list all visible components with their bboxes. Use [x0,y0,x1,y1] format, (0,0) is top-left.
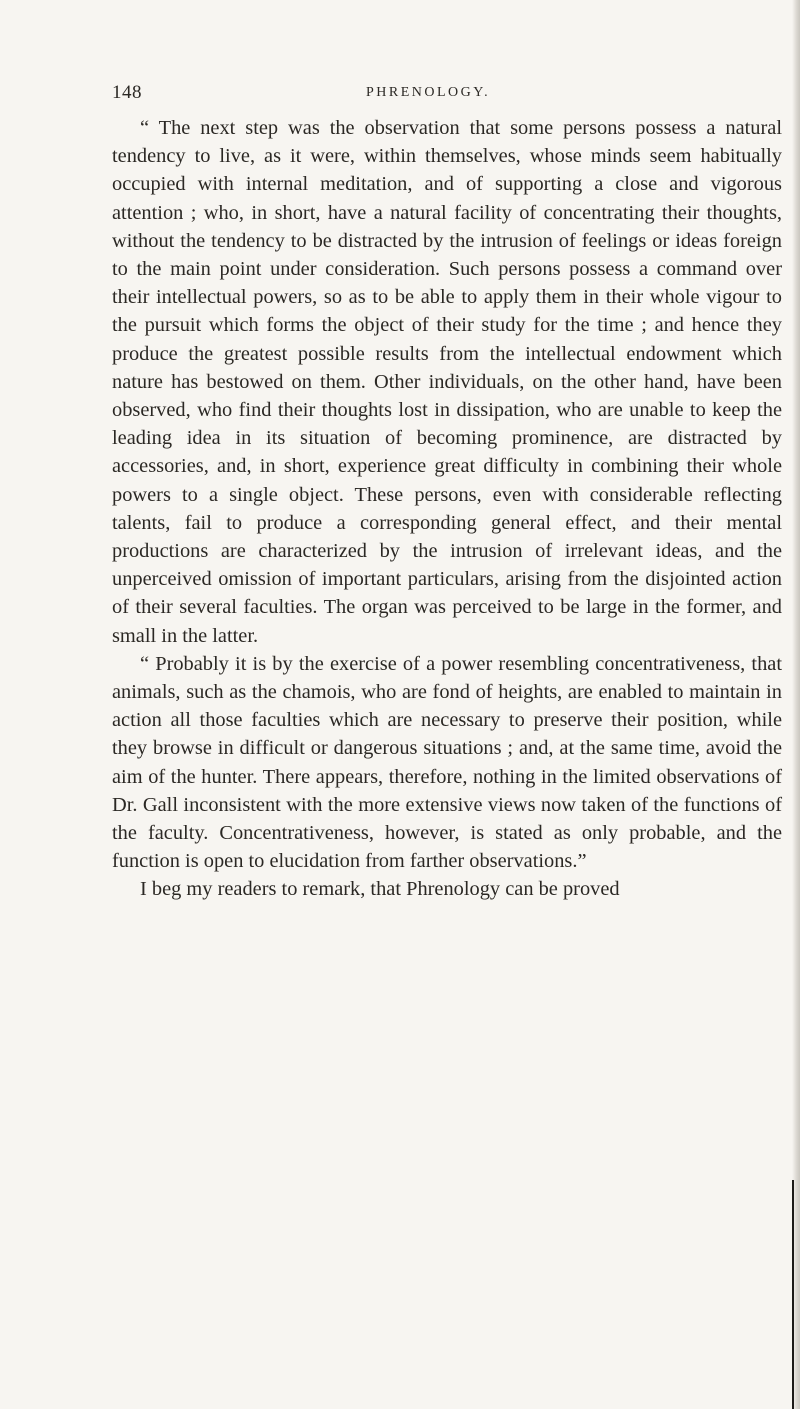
page-edge-line [792,1180,794,1409]
page-number: 148 [112,82,142,103]
running-head [112,82,792,112]
paragraph-chamois-example: “ Probably it is by the exercise of a power resembling concentrativeness, that animals, such as the chamois, who are fond of heights, are enabled to maintain in action all those faculties which are necessary to preserve their position, while they browse in difficult or dangerous situations ; and, at the same time, avoid the aim of the hunter. There appears, therefore, nothing in the limited observations of Dr. Gall inconsistent with the more extensive views now taken of the functions of the faculty. Concentrativeness, however, is stated as only probable, and the function is open to elucidation from farther observations.” [112,652,782,873]
paragraph-concentration-observation: “ The next step was the observation that some persons possess a natural tendency to live, as it were, within themselves, whose minds seem habitually occupied with internal meditation, and of supporting a close and vigorous attention ; who, in short, have a natural facility of concentrating their thoughts, without the tendency to be distracted by the intrusion of feelings or ideas foreign to the main point under consideration. Such persons possess a command over their intellectual powers, so as to be able to apply them in their whole vigour to the pursuit which forms the object of their study for the time ; and hence they produce the greatest possible results from the intellectual endowment which nature has bestowed on them. Other individuals, on the other hand, have been observed, who find their thoughts lost in dissipation, who are unable to keep the leading idea in its situation of becoming prominence, are distracted by accessories, and, in short, experience great difficulty in combining their whole powers to a single object. These persons, even with considerable reflecting talents, fail to produce a corresponding general effect, and their mental productions are characterized by the intrusion of irrelevant ideas, and the unperceived omission of important particulars, arising from the disjointed action of their several faculties. The organ was perceived to be large in the former, and small in the latter. [112,117,782,647]
body-text [112,114,782,904]
paragraph-closing: I beg my readers to remark, that Phrenology can be proved [140,878,620,901]
running-title: PHRENOLOGY. [366,85,491,100]
